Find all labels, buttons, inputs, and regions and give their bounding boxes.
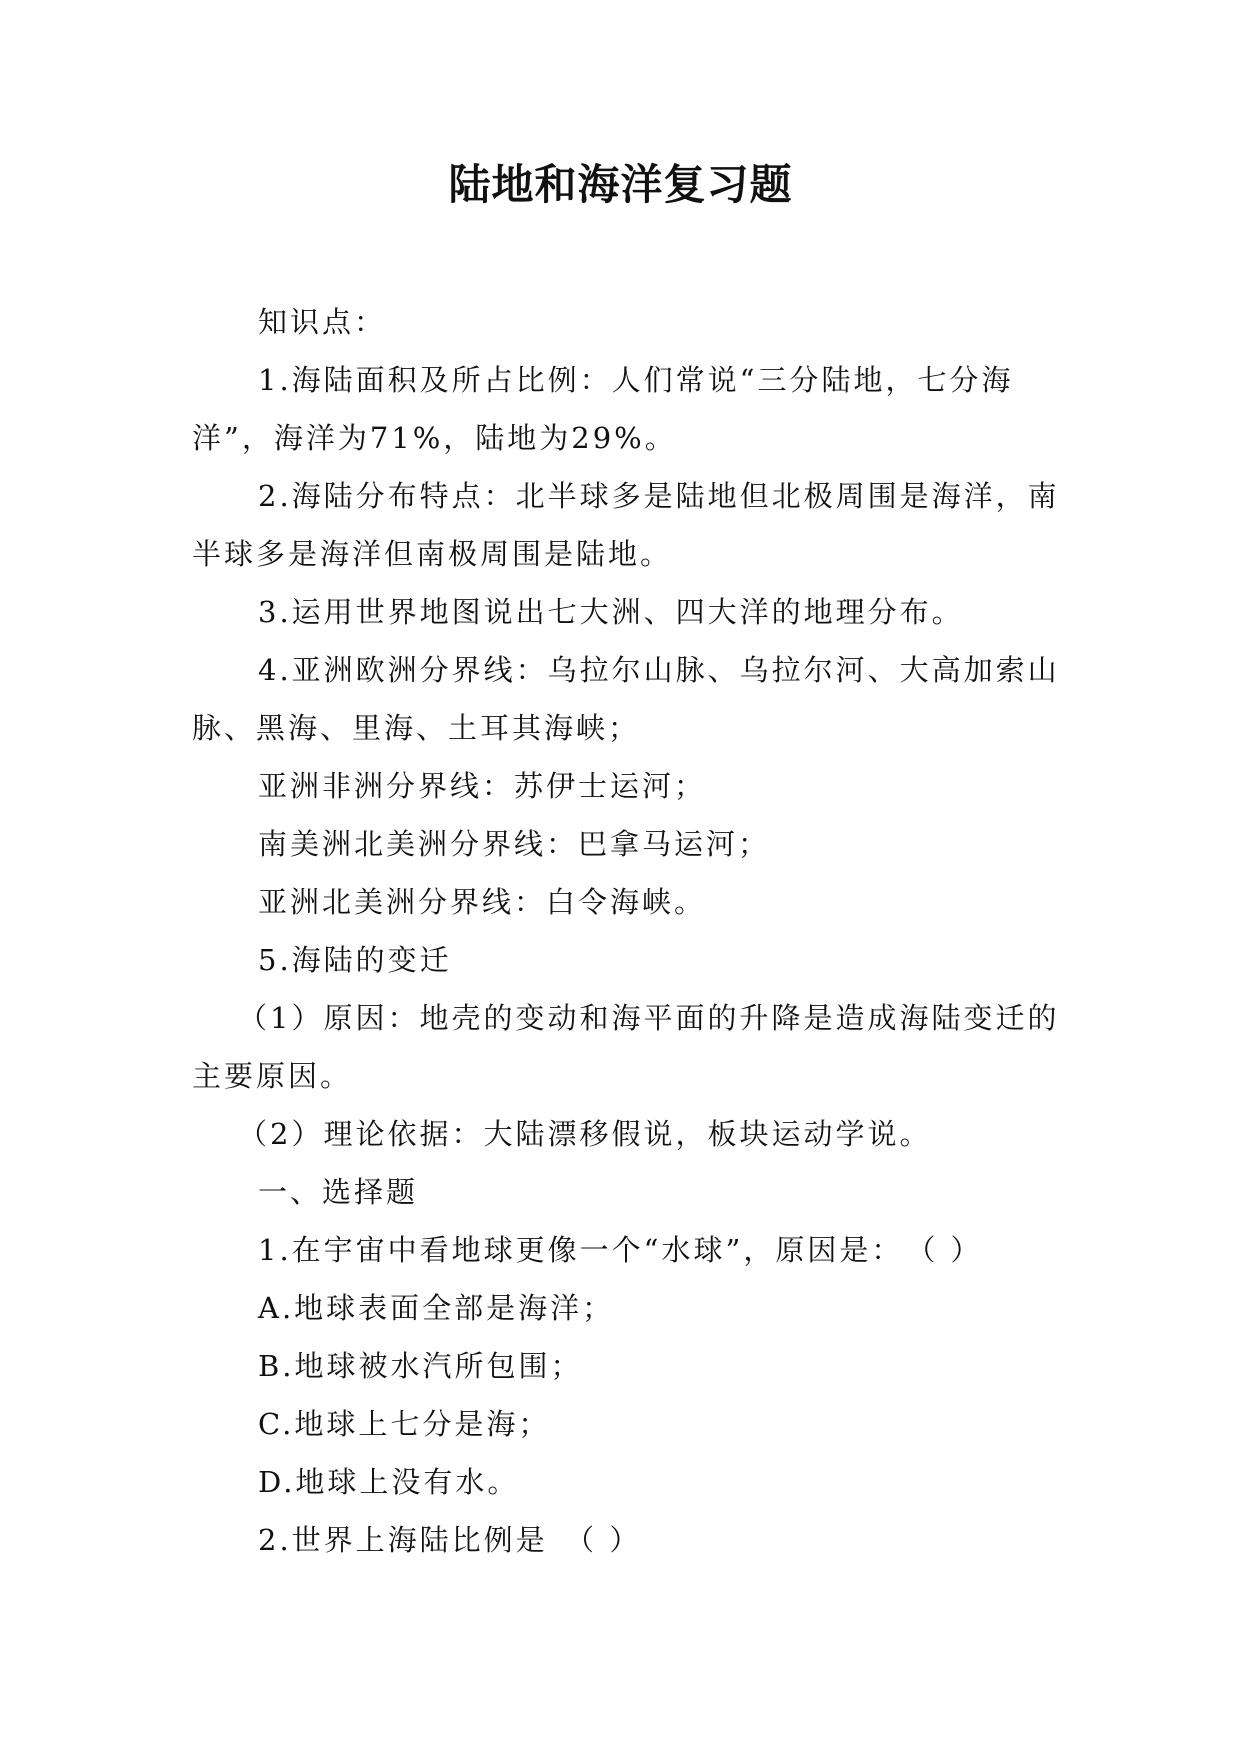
boundary-asia-africa: 亚洲非洲分界线：苏伊士运河； (258, 769, 707, 803)
knowledge-point-4: 4.亚洲欧洲分界线：乌拉尔山脉、乌拉尔河、大高加索山脉、黑海、里海、土耳其海峡； (192, 653, 1060, 745)
knowledge-point-5-cause: （1）原因：地壳的变动和海平面的升降是造成海陆变迁的主要原因。 (192, 1001, 1060, 1093)
question-1: 1.在宇宙中看地球更像一个“水球”，原因是： （ ） (258, 1233, 983, 1267)
boundary-asia-north-america: 亚洲北美洲分界线：白令海峡。 (258, 885, 707, 919)
knowledge-point-5-theory: （2）理论依据：大陆漂移假说，板块运动学说。 (238, 1117, 932, 1151)
question-1-option-b: B.地球被水汽所包围； (258, 1349, 583, 1383)
document-body (192, 293, 1062, 1569)
section-heading-knowledge: 知识点： (258, 305, 387, 339)
section-heading-choice: 一、选择题 (258, 1175, 419, 1209)
question-1-option-a: A.地球表面全部是海洋； (258, 1291, 615, 1325)
question-2: 2.世界上海陆比例是 （ ） (258, 1523, 642, 1557)
knowledge-point-5: 5.海陆的变迁 (258, 943, 452, 977)
boundary-south-north-america: 南美洲北美洲分界线：巴拿马运河； (258, 827, 771, 861)
question-1-option-d: D.地球上没有水。 (258, 1465, 520, 1499)
knowledge-point-1: 1.海陆面积及所占比例：人们常说“三分陆地，七分海洋”，海洋为71%，陆地为29%。 (192, 363, 1014, 455)
knowledge-point-2: 2.海陆分布特点：北半球多是陆地但北极周围是海洋，南半球多是海洋但南极周围是陆地。 (192, 479, 1060, 571)
knowledge-point-3: 3.运用世界地图说出七大洲、四大洋的地理分布。 (258, 595, 964, 629)
page-title: 陆地和海洋复习题 (448, 160, 793, 209)
question-1-option-c: C.地球上七分是海； (258, 1407, 551, 1441)
